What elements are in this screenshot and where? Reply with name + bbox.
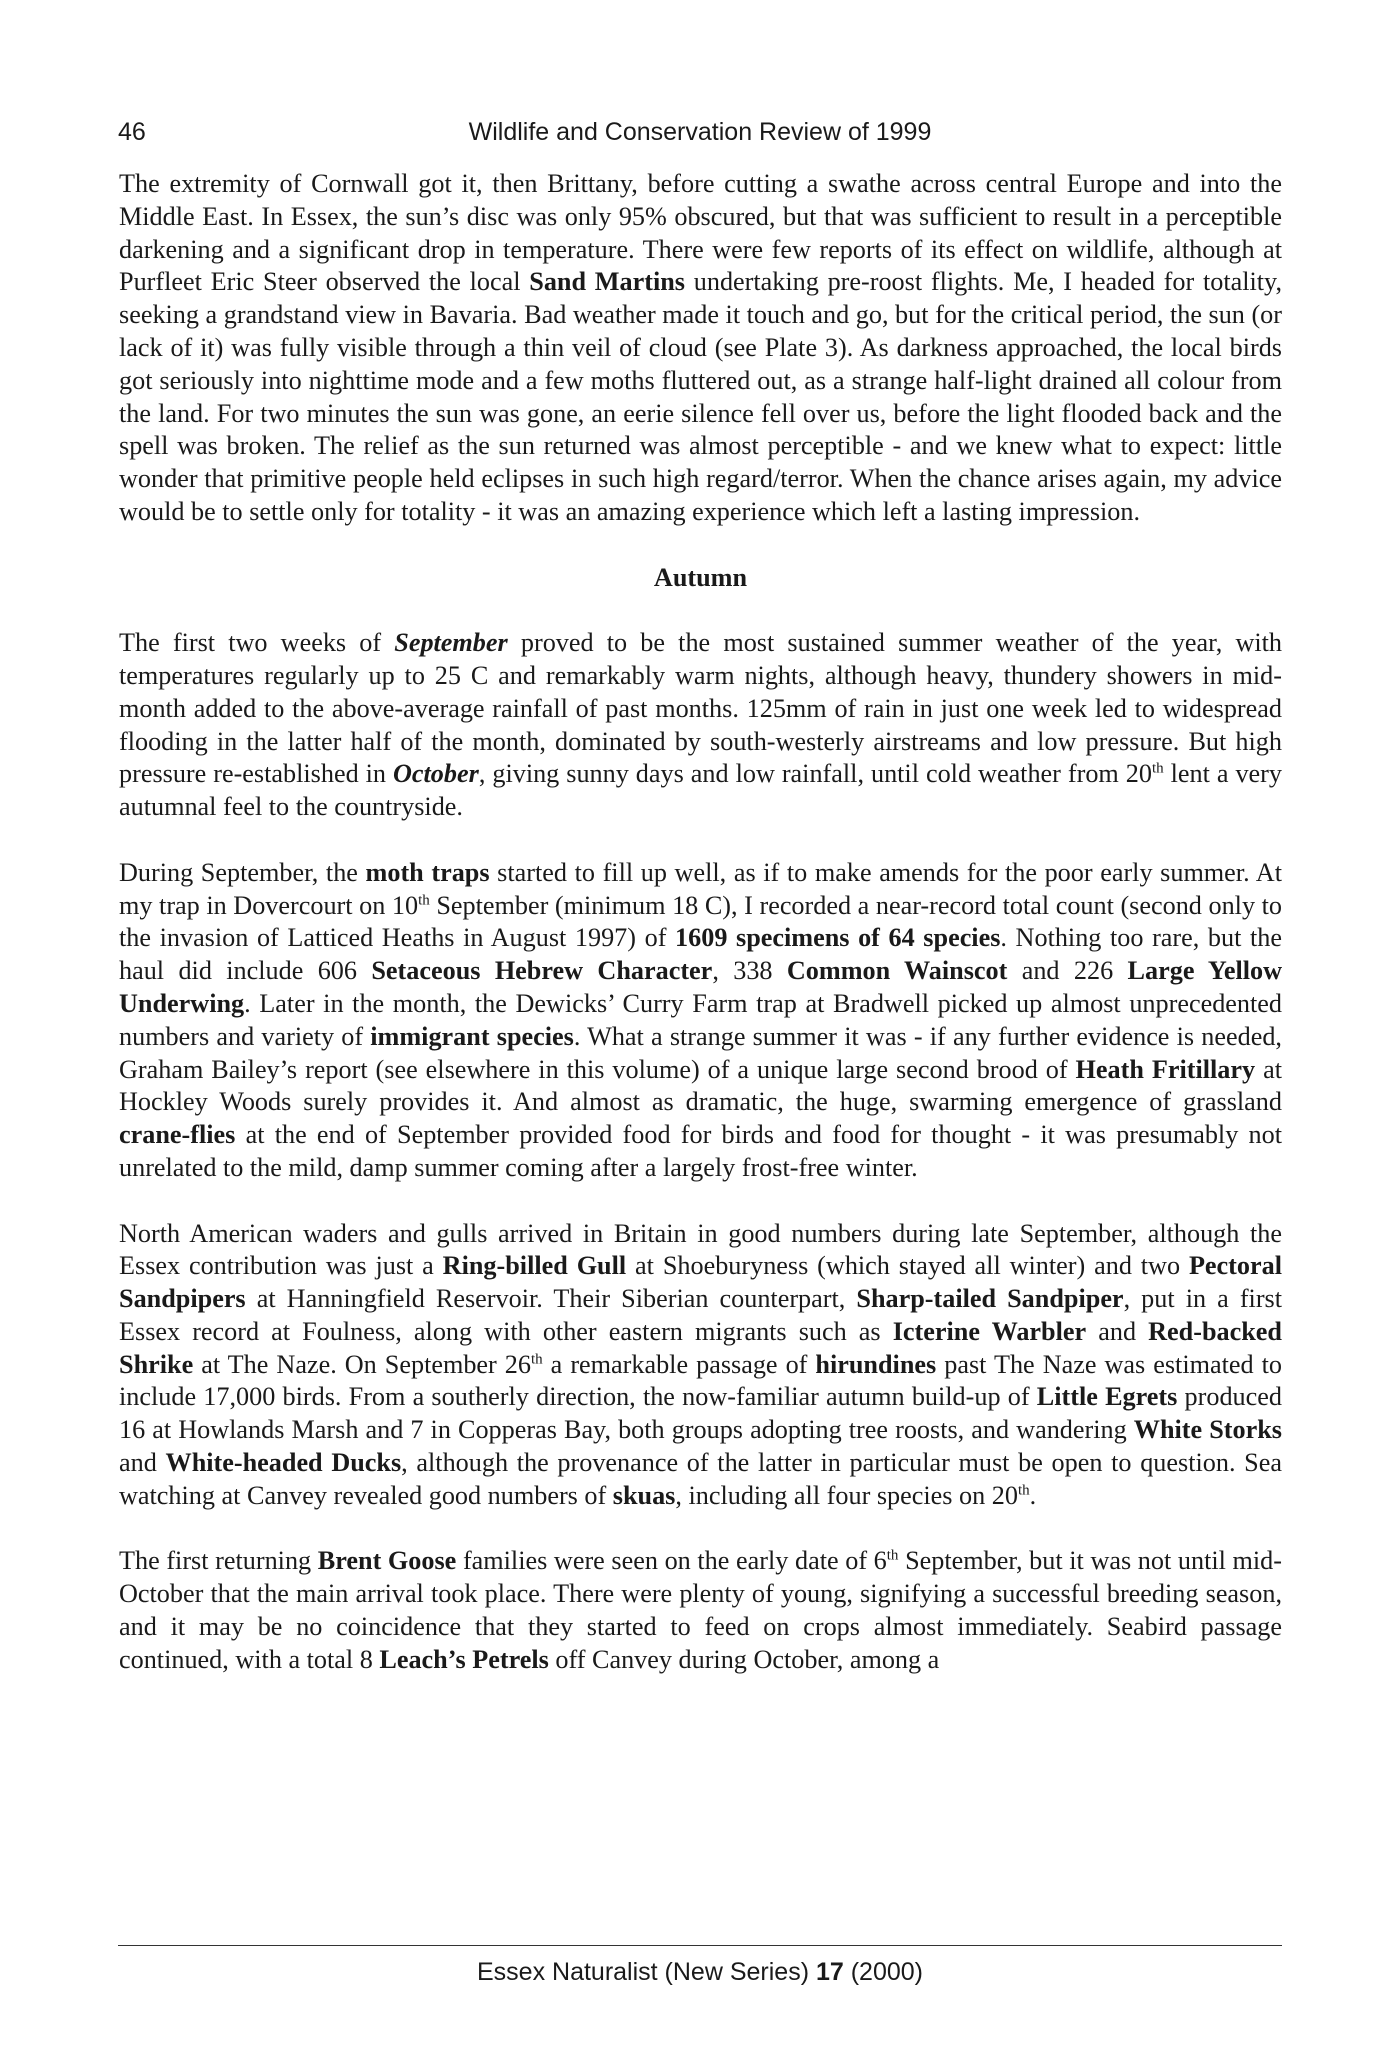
text-run: and 226 bbox=[1007, 956, 1128, 986]
text-run: , giving sunny days and low rainfall, until cold weather from 20 bbox=[478, 759, 1152, 789]
text-run: . Nothing too rare, but the haul did include 606 bbox=[119, 923, 1282, 986]
text-run: at the end of September provided food for birds and food for thought - it was presumably not unrelated to the mild, damp summer coming after a largely frost-free winter. bbox=[119, 1120, 1282, 1182]
species-name: Brent Goose bbox=[317, 1546, 457, 1576]
species-name: Sharp-tailed Sandpiper bbox=[856, 1284, 1124, 1314]
text-run: September (minimum 18 C), I recorded a near-record total count (second only to the invasion of Latticed Heaths in August 1997) of bbox=[119, 890, 1282, 953]
text-run: The extremity of Cornwall got it, then Brittany, before cutting a swathe across central Europe and into the Middle East. In Essex, the sun’s disc was only 95% obscured, but that was sufficient to result in a perceptible darkening and a significant drop in temperature. There were few reports of its effect on wildlife, although at Purfleet Eric Steer observed the local bbox=[119, 169, 1282, 297]
text-run: September, but it was not until mid-October that the main arrival took place. There were plenty of young, signifying a successful breeding season, and it may be no coincidence that they started to feed on crops almost immediately. Seabird passage continued, with a total 8 bbox=[119, 1546, 1282, 1674]
text-run: undertaking pre-roost flights. Me, I headed for totality, seeking a grandstand view in Bavaria. Bad weather made it touch and go, but for the critical period, the sun (or lack of it) was fully visible through a thin veil of cloud (see Plate 3). As darkness approached, the local birds got seriously into nighttime mode and a few moths fluttered out, as a strange half-light drained all colour from the land. For two minutes the sun was gone, an eerie silence fell over us, before the light flooded back and the spell was broken. The relief as the sun returned was almost perceptible - and we knew what to expect: little wonder that primitive people held eclipses in such high regard/terror. When the chance arises again, my advice would be to settle only for totality - it was an amazing experience which left a lasting impression. bbox=[119, 267, 1283, 526]
species-name: hirundines bbox=[815, 1349, 937, 1379]
text-run: at Hockley Woods surely provides it. And almost as dramatic, the huge, swarming emergence of grassland bbox=[119, 1054, 1282, 1117]
species-name: crane-flies bbox=[119, 1120, 236, 1150]
text-run: . What a strange summer it was - if any further evidence is needed, Graham Bailey’s report (see elsewhere in this volume) of a unique large second brood of bbox=[119, 1021, 1282, 1084]
page-header bbox=[118, 118, 1282, 158]
species-name: White-headed Ducks bbox=[165, 1448, 402, 1478]
ordinal-suffix: th bbox=[530, 1350, 543, 1367]
paragraph-weather bbox=[119, 627, 1282, 824]
text-run: lent a very autumnal feel to the countryside. bbox=[119, 759, 1282, 822]
keyword: 1609 specimens of 64 species bbox=[675, 923, 1001, 953]
footer-rule bbox=[118, 1945, 1282, 1946]
species-name: Pectoral Sandpipers bbox=[119, 1251, 1282, 1314]
species-name: skuas bbox=[612, 1480, 676, 1510]
species-name: Ring-billed Gull bbox=[442, 1251, 627, 1281]
keyword: moth traps bbox=[365, 857, 490, 887]
species-name: Common Wainscot bbox=[786, 956, 1008, 986]
text-run: at Hanningfield Reservoir. Their Siberian counterpart, bbox=[245, 1284, 857, 1314]
section-heading: Autumn bbox=[653, 562, 748, 592]
paragraph-eclipse bbox=[119, 168, 1282, 529]
ordinal-suffix: th bbox=[1017, 1482, 1030, 1499]
text-run: past The Naze was estimated to include 17,000 birds. From a southerly direction, the now-familiar autumn build-up of bbox=[119, 1349, 1282, 1412]
species-name: Large Yellow Underwing bbox=[119, 956, 1283, 1018]
article-body bbox=[119, 168, 1282, 1677]
text-run: off Canvey during October, among a bbox=[548, 1644, 940, 1674]
text-run: a remarkable passage of bbox=[542, 1349, 816, 1379]
page-number: 46 bbox=[118, 118, 146, 146]
publication-year: (2000) bbox=[843, 1958, 923, 1986]
species-name: White Storks bbox=[1133, 1415, 1282, 1445]
text-run: , put in a first Essex record at Foulness, along with other eastern migrants such as bbox=[119, 1284, 1283, 1346]
ordinal-suffix: th bbox=[886, 1547, 899, 1564]
text-run: at The Naze. On September 26 bbox=[193, 1349, 531, 1379]
paragraph-brent-geese bbox=[119, 1545, 1282, 1676]
species-name: Sand Martins bbox=[529, 267, 685, 297]
text-run: The first returning bbox=[119, 1546, 318, 1576]
month-name: October bbox=[393, 759, 479, 789]
page-footer bbox=[118, 1958, 1282, 1987]
text-run: . bbox=[1029, 1480, 1037, 1510]
species-name: Setaceous Hebrew Character bbox=[371, 956, 713, 986]
text-run: proved to be the most sustained summer weather of the year, with temperatures regularly up to 25 C and remarkably warm nights, although heavy, thundery showers in mid-month added to the above-average rainfall of past months. 125mm of rain in just one week led to widespread flooding in the latter half of the month, dominated by south-westerly airstreams and low pressure. But high pressure re-established in bbox=[119, 628, 1283, 789]
text-run: North American waders and gulls arrived in Britain in good numbers during late September, although the Essex contribution was just a bbox=[119, 1218, 1282, 1281]
paragraph-moths bbox=[119, 857, 1282, 1185]
ordinal-suffix: th bbox=[418, 891, 430, 908]
species-name: Little Egrets bbox=[1036, 1382, 1178, 1412]
volume-number: 17 bbox=[815, 1958, 844, 1986]
text-run: at Shoeburyness (which stayed all winter) and two bbox=[626, 1251, 1189, 1281]
text-run: , although the provenance of the latter in particular must be open to question. Sea watching at Canvey revealed good numbers of bbox=[119, 1448, 1282, 1510]
ordinal-suffix: th bbox=[1151, 760, 1164, 777]
keyword: immigrant species bbox=[370, 1021, 574, 1051]
text-run: , 338 bbox=[712, 956, 787, 986]
journal-name: Essex Naturalist (New Series) bbox=[476, 1958, 816, 1986]
text-run: During September, the bbox=[119, 857, 366, 887]
text-run: The first two weeks of bbox=[119, 628, 395, 658]
species-name: Leach’s Petrels bbox=[379, 1644, 549, 1674]
text-run: and bbox=[1086, 1316, 1149, 1346]
month-name: September bbox=[394, 628, 508, 658]
species-name: Heath Fritillary bbox=[1075, 1054, 1256, 1084]
text-run: started to fill up well, as if to make amends for the poor early summer. At my trap in Dovercourt on 10 bbox=[119, 857, 1282, 920]
species-name: Icterine Warbler bbox=[892, 1316, 1087, 1346]
paragraph-migrants bbox=[119, 1218, 1282, 1513]
text-run: . Later in the month, the Dewicks’ Curry Farm trap at Bradwell picked up almost unprecedented numbers and variety of bbox=[119, 988, 1282, 1051]
species-name: Red-backed Shrike bbox=[119, 1316, 1282, 1379]
text-run: families were seen on the early date of 6 bbox=[456, 1546, 887, 1576]
text-run: , including all four species on 20 bbox=[675, 1480, 1018, 1510]
text-run: produced 16 at Howlands Marsh and 7 in Copperas Bay, both groups adopting tree roosts, and wandering bbox=[119, 1382, 1282, 1445]
running-title: Wildlife and Conservation Review of 1999 bbox=[468, 118, 932, 146]
text-run: and bbox=[119, 1448, 166, 1478]
